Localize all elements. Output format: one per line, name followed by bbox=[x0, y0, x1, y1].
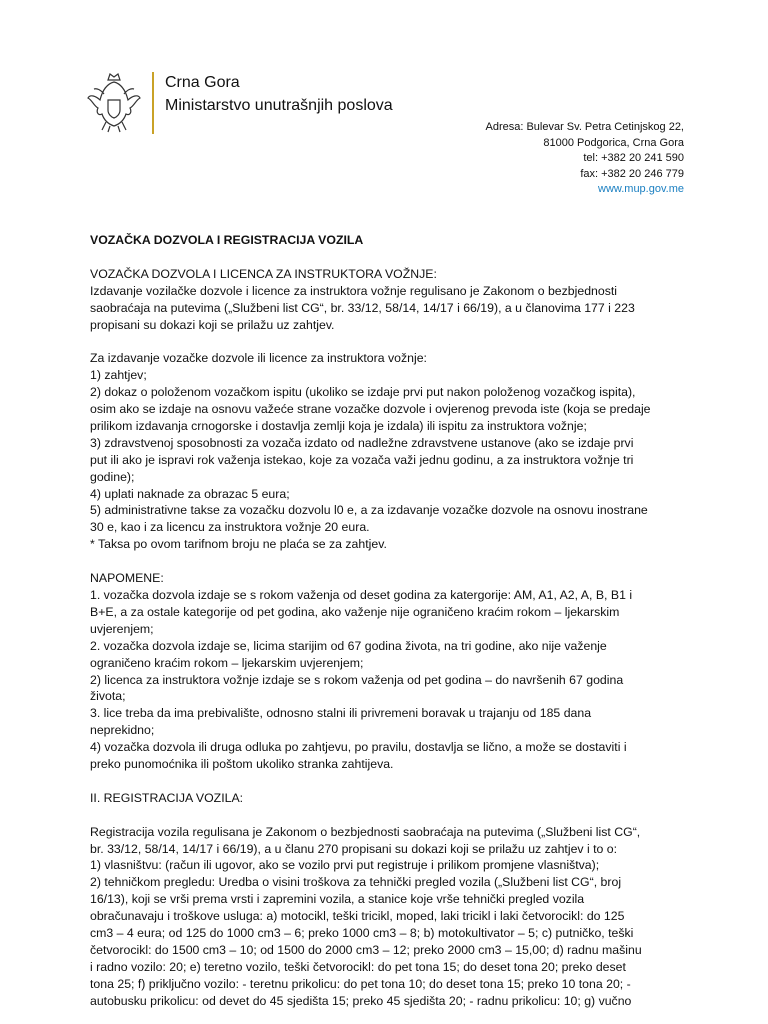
text-line: 2) dokaz o položenom vozačkom ispitu (ukoliko se izdaje prvi put nakon položenog vozačkog ispita), bbox=[90, 385, 636, 400]
text-line: obračunavaju i troškove usluga: a) motocikl, teški tricikl, moped, laki tricikl i laki četvorocikl: do 125 bbox=[90, 909, 625, 924]
section2-text bbox=[90, 824, 685, 1010]
text-line: put ili ako je ispravi rok važenja istekao, koje za vozača važi jednu godinu, a za instruktora vožnje tri bbox=[90, 452, 634, 467]
text-line: preko punomoćnika ili poštom ukoliko stranka zahtijeva. bbox=[90, 757, 394, 772]
text-line: 3. lice treba da ima prebivalište, odnosno stalni ili privremeni boravak u trajanju od 185 dana bbox=[90, 706, 592, 721]
text-line: 1) vlasništvu: (račun ili ugovor, ako se vozilo prvi put registruje i prilikom promjene vlasništva); bbox=[90, 858, 600, 873]
text-line: autobusku prikolicu: od devet do 45 sjedišta 15; preko 45 sjedišta 20; - radnu prikolicu: 10; g) vučno bbox=[90, 993, 632, 1008]
text-line: 2) licenca za instruktora vožnje izdaje se s rokom važenja od pet godina – do navršenih 67 godina bbox=[90, 672, 624, 687]
text-line: ograničeno kraćim rokom – ljekarskim uvjerenjem; bbox=[90, 655, 364, 670]
text-line: 2) tehničkom pregledu: Uredba o visini troškova za tehnički pregled vozila („Službeni list CG“, broj bbox=[90, 875, 622, 890]
text-line: 2. vozačka dozvola izdaje se, licima starijim od 67 godina života, na tri godine, ako nije važenje bbox=[90, 638, 607, 653]
text-line: * Taksa po ovom tarifnom broju ne plaća se za zahtjev. bbox=[90, 537, 387, 552]
text-line: Registracija vozila regulisana je Zakonom o bezbjednosti saobraćaja na putevima („Službeni list CG“, bbox=[90, 824, 641, 839]
text-line: 1) zahtjev; bbox=[90, 368, 147, 383]
requirements-list bbox=[90, 350, 685, 553]
website-link[interactable]: www.mup.gov.me bbox=[598, 183, 684, 195]
text-line: neprekidno; bbox=[90, 723, 155, 738]
text-line: saobraćaja na putevima („Službeni list CG“, br. 33/12, 58/14, 14/17 i 66/19), a u članovima 177 i 223 bbox=[90, 300, 635, 315]
text-line: četvorocikl: do 1500 cm3 – 10; od 1500 do 2000 cm3 – 12; preko 2000 cm3 – 15,00; d) radnu mašinu bbox=[90, 942, 642, 957]
org-country: Crna Gora bbox=[165, 74, 240, 91]
text-line: 30 e, kao i za licencu za instruktora vožnje 20 eura. bbox=[90, 520, 370, 535]
text-line: propisani su dokazi koji se prilažu uz zahtjev. bbox=[90, 317, 335, 332]
contact-phone: tel: +382 20 241 590 bbox=[583, 152, 684, 164]
text-line: cm3 – 4 eura; od 125 do 1000 cm3 – 6; preko 1000 cm3 – 8; b) motokultivator – 5; c) putničko, teški bbox=[90, 926, 634, 941]
document-body bbox=[90, 232, 685, 1010]
header-divider bbox=[152, 72, 154, 134]
org-ministry: Ministarstvo unutrašnjih poslova bbox=[165, 97, 393, 114]
contact-fax: fax: +382 20 246 779 bbox=[580, 167, 684, 180]
text-line: prilikom izdavanja crnogorske i dostavlja zemlji koja je izdala) ili ispitu za instruktora vožnje; bbox=[90, 418, 587, 433]
contact-city: 81000 Podgorica, Crna Gora bbox=[543, 136, 684, 149]
text-line: B+E, a za ostale kategorije od pet godina, ako važenje nije ograničeno kraćim rokom – ljekarskim bbox=[90, 604, 620, 619]
text-line: 4) uplati naknade za obrazac 5 eura; bbox=[90, 486, 290, 501]
text-line: 4) vozačka dozvola ili druga odluka po zahtjevu, po pravilu, dostavlja se lično, a može se dostaviti i bbox=[90, 740, 627, 755]
text-line: 16/13), koji se vrši prema vrsti i zapremini vozila, a stanice koje vrše tehnički pregled vozila bbox=[90, 892, 585, 907]
text-line: NAPOMENE: bbox=[90, 571, 164, 586]
text-line: 5) administrativne takse za vozačku dozvolu l0 e, a za izdavanje vozačke dozvole na osnovu inostrane bbox=[90, 503, 648, 518]
section2-heading: II. REGISTRACIJA VOZILA: bbox=[90, 790, 244, 805]
section1-heading: VOZAČKA DOZVOLA I LICENCA ZA INSTRUKTORA VOŽNJE: bbox=[90, 266, 437, 281]
section1-intro bbox=[90, 283, 685, 334]
text-line: života; bbox=[90, 689, 126, 704]
contact-block bbox=[485, 120, 684, 198]
text-line: 3) zdravstvenoj sposobnosti za vozača izdato od nadležne zdravstvene ustanove (ako se izdaje prvi bbox=[90, 435, 634, 450]
coat-of-arms-icon bbox=[86, 70, 142, 136]
document-title: VOZAČKA DOZVOLA I REGISTRACIJA VOZILA bbox=[90, 233, 364, 247]
text-line: br. 33/12, 58/14, 14/17 i 66/19), a u članu 270 propisani su dokazi koji se prilažu uz zahtjev i to o: bbox=[90, 841, 618, 856]
text-line: osim ako se izdaje na osnovu važeće strane vozačke dozvole i ovjerenog prevoda iste (koja se predaje bbox=[90, 402, 651, 417]
text-line: Izdavanje vozilačke dozvole i licence za instruktora vožnje regulisano je Zakonom o bezbjednosti bbox=[90, 283, 618, 298]
text-line: godine); bbox=[90, 469, 135, 484]
text-line: uvjerenjem; bbox=[90, 621, 154, 636]
text-line: Za izdavanje vozačke dozvole ili licence za instruktora vožnje: bbox=[90, 351, 427, 366]
text-line: tona 25; f) priključno vozilo: - teretnu prikolicu: do pet tona 10; do deset tona 15; preko 10 tona 20; - bbox=[90, 976, 631, 991]
text-line: 1. vozačka dozvola izdaje se s rokom važenja od deset godina za katergorije: AM, A1, A2, A, B, B1 i bbox=[90, 587, 633, 602]
text-line: i radno vozilo: 20; e) teretno vozilo, teški četvorocikl: do pet tona 15; do deset tona 20; preko deset bbox=[90, 959, 626, 974]
contact-address: Adresa: Bulevar Sv. Petra Cetinjskog 22, bbox=[485, 121, 684, 133]
notes-list bbox=[90, 570, 685, 773]
